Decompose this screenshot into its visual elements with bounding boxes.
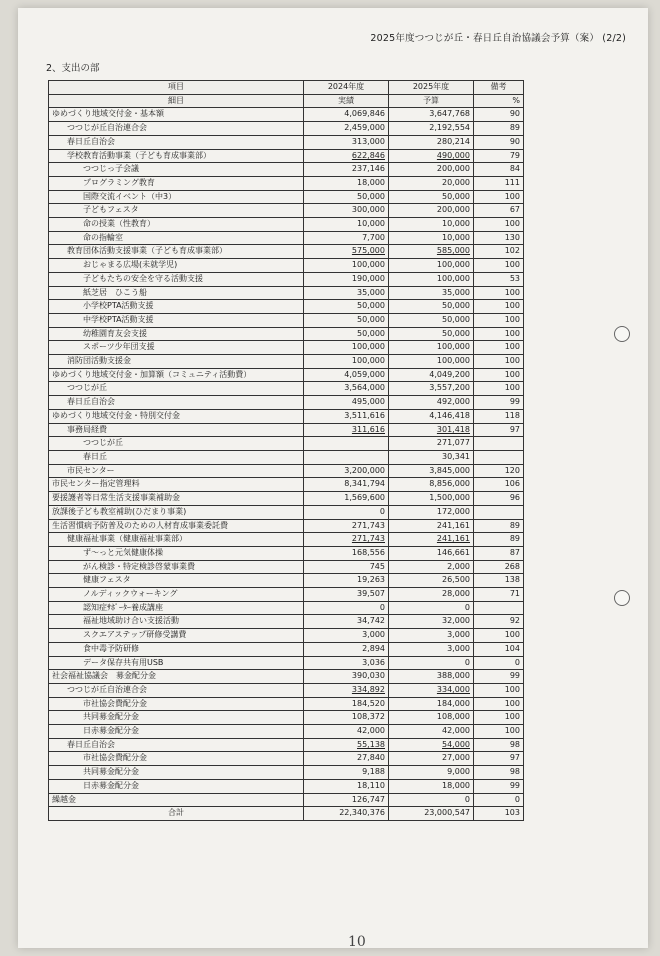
row-label: 事務局経費	[49, 423, 304, 437]
row-label: ゆめづくり地域交付金・特別交付金	[49, 409, 304, 423]
document-page	[18, 8, 648, 948]
row-2025-value: 200,000	[389, 163, 474, 177]
table-row	[49, 725, 524, 739]
row-label: 市民センター	[49, 464, 304, 478]
table-row	[49, 286, 524, 300]
row-2024-value: 4,069,846	[304, 108, 389, 122]
row-2025-value: 301,418	[389, 423, 474, 437]
row-2025-value: 492,000	[389, 396, 474, 410]
table-row	[49, 176, 524, 190]
row-label: 日赤募金配分金	[49, 725, 304, 739]
row-pct-value: 100	[474, 355, 524, 369]
row-pct-value	[474, 505, 524, 519]
table-row	[49, 588, 524, 602]
row-pct-value: 120	[474, 464, 524, 478]
row-pct-value: 89	[474, 533, 524, 547]
table-row	[49, 793, 524, 807]
header-2025: 2025年度	[389, 81, 474, 95]
row-2024-value: 184,520	[304, 697, 389, 711]
table-row	[49, 752, 524, 766]
row-2024-value: 19,263	[304, 574, 389, 588]
row-label: プログラミング教育	[49, 176, 304, 190]
total-pct: 103	[474, 807, 524, 821]
row-label: 学校教育活動事業（子ども育成事業部）	[49, 149, 304, 163]
table-row	[49, 683, 524, 697]
row-2025-value: 100,000	[389, 355, 474, 369]
row-2024-value: 100,000	[304, 341, 389, 355]
row-2024-value: 334,892	[304, 683, 389, 697]
table-row	[49, 135, 524, 149]
table-row	[49, 656, 524, 670]
row-2024-value: 3,000	[304, 629, 389, 643]
row-label: 命の指輪室	[49, 231, 304, 245]
row-label: 春日丘自治会	[49, 396, 304, 410]
row-pct-value: 100	[474, 368, 524, 382]
table-row	[49, 615, 524, 629]
row-label: 要援護者等日常生活支援事業補助金	[49, 492, 304, 506]
row-label: つつじが丘自治連合会	[49, 683, 304, 697]
table-row	[49, 163, 524, 177]
row-2024-value: 108,372	[304, 711, 389, 725]
row-2025-value: 0	[389, 656, 474, 670]
row-pct-value: 67	[474, 204, 524, 218]
row-label: 春日丘自治会	[49, 135, 304, 149]
row-pct-value: 130	[474, 231, 524, 245]
table-header-row	[49, 81, 524, 95]
table-subheader-row	[49, 94, 524, 108]
row-2024-value: 9,188	[304, 766, 389, 780]
row-pct-value: 100	[474, 190, 524, 204]
row-2024-value: 34,742	[304, 615, 389, 629]
row-2025-value: 3,557,200	[389, 382, 474, 396]
row-2024-value: 271,743	[304, 519, 389, 533]
row-pct-value: 100	[474, 300, 524, 314]
row-label: 子どもたちの安全を守る活動支援	[49, 272, 304, 286]
table-row	[49, 149, 524, 163]
row-pct-value: 99	[474, 396, 524, 410]
row-2025-value: 54,000	[389, 738, 474, 752]
row-pct-value: 100	[474, 286, 524, 300]
table-row	[49, 519, 524, 533]
table-row	[49, 533, 524, 547]
row-2024-value: 100,000	[304, 355, 389, 369]
table-row	[49, 423, 524, 437]
row-2024-value: 237,146	[304, 163, 389, 177]
row-label: 教育団体活動支援事業（子ども育成事業部）	[49, 245, 304, 259]
row-pct-value	[474, 601, 524, 615]
table-row	[49, 492, 524, 506]
row-2024-value: 4,059,000	[304, 368, 389, 382]
row-pct-value: 71	[474, 588, 524, 602]
row-2024-value: 311,616	[304, 423, 389, 437]
row-label: 消防団活動支援金	[49, 355, 304, 369]
row-2024-value: 3,036	[304, 656, 389, 670]
row-2025-value: 146,661	[389, 546, 474, 560]
row-2024-value: 27,840	[304, 752, 389, 766]
row-pct-value: 111	[474, 176, 524, 190]
row-pct-value: 100	[474, 629, 524, 643]
row-2024-value: 35,000	[304, 286, 389, 300]
header-subitem: 細目	[49, 94, 304, 108]
row-label: 幼稚園育友会支援	[49, 327, 304, 341]
row-pct-value	[474, 450, 524, 464]
row-2024-value: 50,000	[304, 327, 389, 341]
row-label: つつじが丘自治連合会	[49, 122, 304, 136]
row-2024-value: 3,200,000	[304, 464, 389, 478]
row-pct-value: 89	[474, 122, 524, 136]
row-pct-value: 97	[474, 752, 524, 766]
row-label: 春日丘	[49, 450, 304, 464]
row-2025-value: 108,000	[389, 711, 474, 725]
row-pct-value	[474, 437, 524, 451]
header-2025-sub: 予算	[389, 94, 474, 108]
table-row	[49, 670, 524, 684]
row-pct-value: 89	[474, 519, 524, 533]
row-2025-value: 4,049,200	[389, 368, 474, 382]
row-2025-value: 42,000	[389, 725, 474, 739]
row-2025-value: 30,341	[389, 450, 474, 464]
row-pct-value: 268	[474, 560, 524, 574]
header-2024: 2024年度	[304, 81, 389, 95]
row-pct-value: 106	[474, 478, 524, 492]
row-label: 小学校PTA活動支援	[49, 300, 304, 314]
document-title: 2025年度つつじが丘・春日丘自治協議会予算（案） (2/2)	[370, 33, 626, 44]
row-2025-value: 271,077	[389, 437, 474, 451]
row-2025-value: 3,000	[389, 629, 474, 643]
table-row	[49, 464, 524, 478]
row-2025-value: 8,856,000	[389, 478, 474, 492]
table-row	[49, 204, 524, 218]
table-row	[49, 629, 524, 643]
table-row	[49, 382, 524, 396]
row-pct-value: 100	[474, 683, 524, 697]
row-2024-value: 745	[304, 560, 389, 574]
row-2024-value: 300,000	[304, 204, 389, 218]
row-2025-value: 27,000	[389, 752, 474, 766]
row-pct-value: 84	[474, 163, 524, 177]
row-pct-value: 100	[474, 725, 524, 739]
row-2025-value: 26,500	[389, 574, 474, 588]
row-2024-value: 55,138	[304, 738, 389, 752]
table-row	[49, 505, 524, 519]
row-pct-value: 104	[474, 642, 524, 656]
row-pct-value: 100	[474, 259, 524, 273]
row-label: 子どもフェスタ	[49, 204, 304, 218]
row-pct-value: 96	[474, 492, 524, 506]
table-row	[49, 190, 524, 204]
row-2024-value: 50,000	[304, 313, 389, 327]
table-row	[49, 560, 524, 574]
row-label: 春日丘自治会	[49, 738, 304, 752]
row-label: 認知症ｻﾎﾟｰﾀｰ養成講座	[49, 601, 304, 615]
total-row	[49, 807, 524, 821]
row-2025-value: 50,000	[389, 313, 474, 327]
table-row	[49, 245, 524, 259]
row-2025-value: 50,000	[389, 190, 474, 204]
row-label: データ保存共有用USB	[49, 656, 304, 670]
row-2025-value: 280,214	[389, 135, 474, 149]
page-number: 10	[348, 934, 366, 950]
table-row	[49, 218, 524, 232]
table-row	[49, 409, 524, 423]
row-2025-value: 18,000	[389, 779, 474, 793]
row-2025-value: 200,000	[389, 204, 474, 218]
row-2024-value: 50,000	[304, 190, 389, 204]
row-label: 生活習慣病予防普及のための人材育成事業委託費	[49, 519, 304, 533]
table-row	[49, 450, 524, 464]
row-pct-value: 100	[474, 382, 524, 396]
row-2024-value: 313,000	[304, 135, 389, 149]
binder-hole	[614, 590, 630, 606]
row-2024-value: 3,564,000	[304, 382, 389, 396]
row-pct-value: 100	[474, 711, 524, 725]
table-row	[49, 601, 524, 615]
row-pct-value: 138	[474, 574, 524, 588]
row-2025-value: 3,000	[389, 642, 474, 656]
row-pct-value: 0	[474, 793, 524, 807]
row-2024-value: 190,000	[304, 272, 389, 286]
row-2025-value: 4,146,418	[389, 409, 474, 423]
table-row	[49, 574, 524, 588]
row-label: 共同募金配分金	[49, 711, 304, 725]
table-row	[49, 231, 524, 245]
row-2025-value: 241,161	[389, 533, 474, 547]
row-2025-value: 1,500,000	[389, 492, 474, 506]
row-label: 日赤募金配分金	[49, 779, 304, 793]
row-2025-value: 50,000	[389, 327, 474, 341]
row-2025-value: 3,845,000	[389, 464, 474, 478]
row-2024-value: 1,569,600	[304, 492, 389, 506]
row-label: スポーツ少年団支援	[49, 341, 304, 355]
row-2024-value: 10,000	[304, 218, 389, 232]
row-label: 中学校PTA活動支援	[49, 313, 304, 327]
row-label: がん検診・特定検診啓蒙事業費	[49, 560, 304, 574]
row-label: つつじが丘	[49, 382, 304, 396]
row-2024-value: 18,000	[304, 176, 389, 190]
row-2025-value: 2,000	[389, 560, 474, 574]
header-2024-sub: 実績	[304, 94, 389, 108]
row-label: 市社協会費配分金	[49, 752, 304, 766]
row-2025-value: 3,647,768	[389, 108, 474, 122]
table-row	[49, 546, 524, 560]
row-label: 健康フェスタ	[49, 574, 304, 588]
table-row	[49, 396, 524, 410]
row-label: 健康福祉事業（健康福祉事業部）	[49, 533, 304, 547]
table-row	[49, 437, 524, 451]
row-label: 紙芝居 ひこう船	[49, 286, 304, 300]
header-item: 項目	[49, 81, 304, 95]
row-pct-value: 100	[474, 341, 524, 355]
row-label: ゆめづくり地域交付金・基本額	[49, 108, 304, 122]
row-2024-value: 575,000	[304, 245, 389, 259]
row-pct-value: 99	[474, 670, 524, 684]
table-row	[49, 697, 524, 711]
row-label: 命の授業（性教育）	[49, 218, 304, 232]
row-label: 共同募金配分金	[49, 766, 304, 780]
row-label: 社会福祉協議会 募金配分金	[49, 670, 304, 684]
row-pct-value: 100	[474, 313, 524, 327]
row-2024-value: 0	[304, 601, 389, 615]
row-2024-value: 7,700	[304, 231, 389, 245]
table-row	[49, 108, 524, 122]
row-2025-value: 585,000	[389, 245, 474, 259]
row-label: ず〜っと元気健康体操	[49, 546, 304, 560]
table-row	[49, 327, 524, 341]
row-label: 放課後子ども教室補助(ひだまり事業)	[49, 505, 304, 519]
total-2024: 22,340,376	[304, 807, 389, 821]
row-2025-value: 50,000	[389, 300, 474, 314]
row-2024-value: 495,000	[304, 396, 389, 410]
row-2024-value	[304, 450, 389, 464]
row-pct-value: 87	[474, 546, 524, 560]
row-label: スクエアステップ研修受講費	[49, 629, 304, 643]
row-2025-value: 0	[389, 793, 474, 807]
row-pct-value: 90	[474, 108, 524, 122]
row-2024-value: 126,747	[304, 793, 389, 807]
row-2024-value: 0	[304, 505, 389, 519]
table-row	[49, 711, 524, 725]
row-2024-value: 271,743	[304, 533, 389, 547]
table-row	[49, 738, 524, 752]
binder-hole	[614, 326, 630, 342]
row-pct-value: 98	[474, 766, 524, 780]
table-row	[49, 272, 524, 286]
header-note: 備考	[474, 81, 524, 95]
table-row	[49, 355, 524, 369]
row-2025-value: 100,000	[389, 341, 474, 355]
row-pct-value: 100	[474, 327, 524, 341]
row-pct-value: 118	[474, 409, 524, 423]
row-2025-value: 241,161	[389, 519, 474, 533]
row-pct-value: 98	[474, 738, 524, 752]
table-row	[49, 122, 524, 136]
section-title: 2、支出の部	[46, 63, 100, 74]
row-2024-value: 18,110	[304, 779, 389, 793]
row-label: 繰越金	[49, 793, 304, 807]
total-2025: 23,000,547	[389, 807, 474, 821]
row-2025-value: 32,000	[389, 615, 474, 629]
row-label: ノルディックウォーキング	[49, 588, 304, 602]
row-label: ゆめづくり地域交付金・加算額（コミュニティ活動費）	[49, 368, 304, 382]
table-row	[49, 478, 524, 492]
row-pct-value: 92	[474, 615, 524, 629]
row-pct-value: 100	[474, 697, 524, 711]
row-2024-value: 39,507	[304, 588, 389, 602]
row-2025-value: 184,000	[389, 697, 474, 711]
row-2024-value: 168,556	[304, 546, 389, 560]
row-label: つつじが丘	[49, 437, 304, 451]
row-pct-value: 53	[474, 272, 524, 286]
row-2024-value: 50,000	[304, 300, 389, 314]
row-2025-value: 20,000	[389, 176, 474, 190]
row-2025-value: 28,000	[389, 588, 474, 602]
header-note-sub: %	[474, 94, 524, 108]
row-2025-value: 100,000	[389, 259, 474, 273]
row-pct-value: 79	[474, 149, 524, 163]
total-label: 合計	[49, 807, 304, 821]
row-label: おじゃまる広場(未就学児)	[49, 259, 304, 273]
row-pct-value: 99	[474, 779, 524, 793]
row-2024-value: 8,341,794	[304, 478, 389, 492]
row-2024-value: 3,511,616	[304, 409, 389, 423]
table-row	[49, 368, 524, 382]
row-2025-value: 10,000	[389, 231, 474, 245]
table-row	[49, 779, 524, 793]
row-2024-value: 390,030	[304, 670, 389, 684]
row-2025-value: 2,192,554	[389, 122, 474, 136]
row-label: つつじっ子会議	[49, 163, 304, 177]
row-2025-value: 10,000	[389, 218, 474, 232]
row-2025-value: 388,000	[389, 670, 474, 684]
row-label: 国際交流イベント（中3）	[49, 190, 304, 204]
expenditure-table	[48, 80, 524, 821]
row-pct-value: 97	[474, 423, 524, 437]
row-2024-value: 2,459,000	[304, 122, 389, 136]
row-2025-value: 0	[389, 601, 474, 615]
row-2025-value: 490,000	[389, 149, 474, 163]
row-pct-value: 100	[474, 218, 524, 232]
table-row	[49, 259, 524, 273]
row-2024-value: 622,846	[304, 149, 389, 163]
row-2024-value: 100,000	[304, 259, 389, 273]
table-row	[49, 766, 524, 780]
row-2025-value: 9,000	[389, 766, 474, 780]
row-pct-value: 90	[474, 135, 524, 149]
row-label: 福祉地域助け合い支援活動	[49, 615, 304, 629]
row-label: 市社協会費配分金	[49, 697, 304, 711]
row-2024-value: 42,000	[304, 725, 389, 739]
row-2025-value: 334,000	[389, 683, 474, 697]
row-2024-value	[304, 437, 389, 451]
row-pct-value: 102	[474, 245, 524, 259]
row-2025-value: 35,000	[389, 286, 474, 300]
row-2025-value: 172,000	[389, 505, 474, 519]
table-row	[49, 642, 524, 656]
table-row	[49, 341, 524, 355]
row-label: 食中毒予防研修	[49, 642, 304, 656]
row-2025-value: 100,000	[389, 272, 474, 286]
table-row	[49, 313, 524, 327]
row-label: 市民センター指定管理料	[49, 478, 304, 492]
row-pct-value: 0	[474, 656, 524, 670]
row-2024-value: 2,894	[304, 642, 389, 656]
table-row	[49, 300, 524, 314]
